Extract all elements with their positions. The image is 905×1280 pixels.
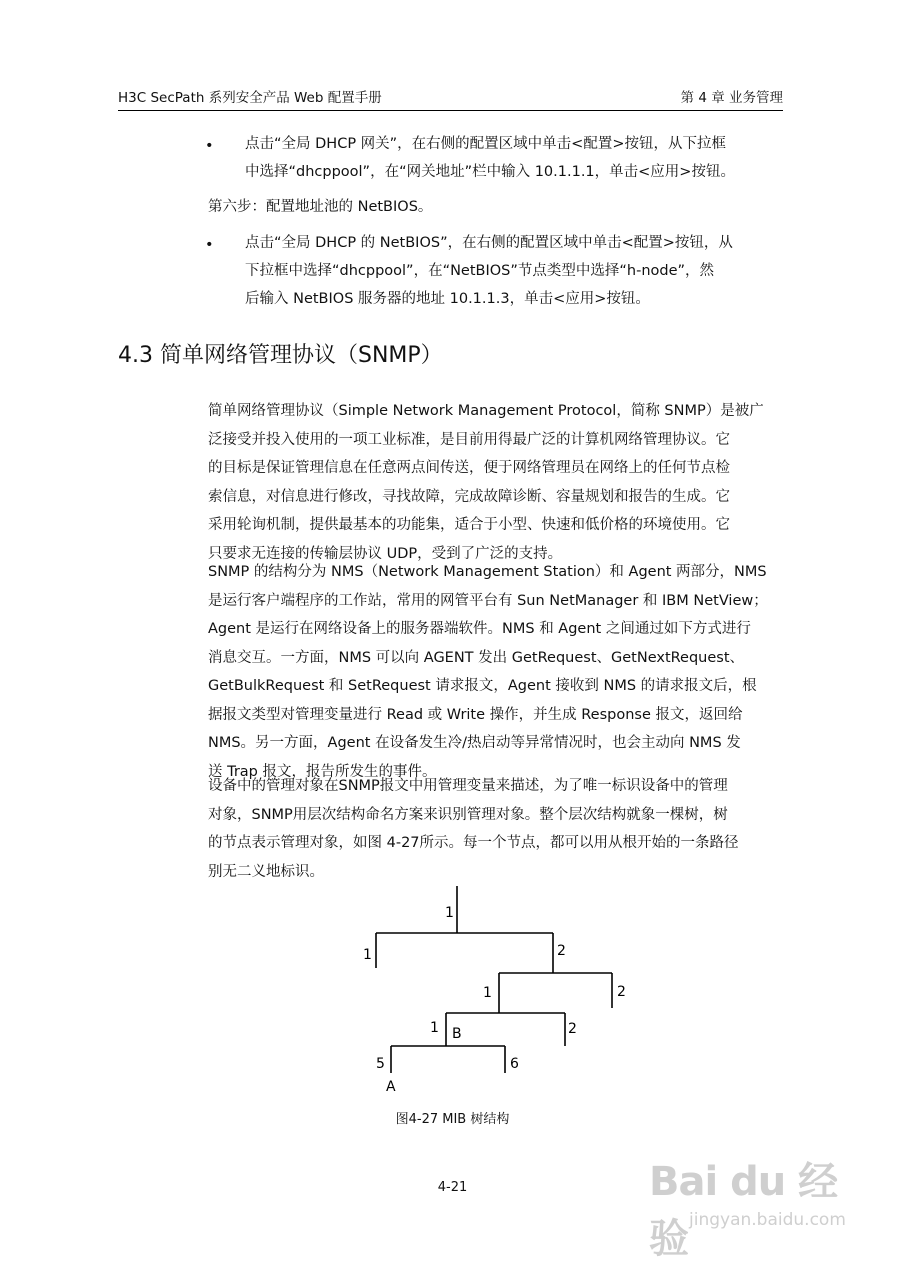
tree-label: 2	[617, 984, 626, 1000]
tree-label: 5	[376, 1056, 385, 1072]
paragraph-line: 消息交互。一方面，NMS 可以向 AGENT 发出 GetRequest、GetNextRequest、	[208, 649, 745, 666]
paragraph-mib-tree	[208, 772, 786, 886]
watermark-logo: Bai du 经验	[649, 1159, 838, 1262]
paragraph-line: 索信息，对信息进行修改，寻找故障，完成故障诊断、容量规划和报告的生成。它	[208, 488, 730, 505]
paragraph-line: 据报文类型对管理变量进行 Read 或 Write 操作，并生成 Response 报文，返回给	[208, 706, 743, 723]
step-six: 第六步：配置地址池的 NetBIOS。	[208, 199, 433, 215]
paragraph-line: NMS。另一方面，Agent 在设备发生冷/热启动等异常情况时，也会主动向 NMS 发	[208, 735, 741, 751]
tree-label: A	[386, 1079, 396, 1095]
tree-label: 1	[483, 985, 492, 1001]
bullet-item-dhcp-gateway	[245, 130, 785, 186]
header-title: H3C SecPath 系列安全产品 Web 配置手册	[118, 90, 382, 106]
bullet-line: 点击“全局 DHCP 网关”，在右侧的配置区域中单击<配置>按钮，从下拉框	[245, 136, 726, 152]
figure-caption: 图4-27 MIB 树结构	[395, 1112, 510, 1127]
header-divider	[118, 110, 783, 111]
section-title: 4.3 简单网络管理协议（SNMP）	[118, 343, 443, 368]
paragraph-line: 采用轮询机制，提供最基本的功能集，适合于小型、快速和低价格的环境使用。它	[208, 517, 730, 533]
paragraph-line: GetBulkRequest 和 SetRequest 请求报文，Agent 接收到 NMS 的请求报文后，根	[208, 678, 757, 694]
tree-label: 1	[363, 947, 372, 963]
bullet-icon: •	[205, 237, 214, 253]
mib-tree-diagram	[355, 880, 645, 1100]
bullet-line: 点击“全局 DHCP 的 NetBIOS”，在右侧的配置区域中单击<配置>按钮，从	[245, 235, 733, 251]
baidu-watermark	[649, 1150, 849, 1260]
header-chapter: 第 4 章 业务管理	[680, 90, 783, 106]
paragraph-line: 是运行客户端程序的工作站，常用的网管平台有 Sun NetManager 和 IBM NetView；	[208, 592, 768, 609]
paragraph-snmp-structure	[208, 558, 786, 786]
paragraph-line: Agent 是运行在网络设备上的服务器端软件。NMS 和 Agent 之间通过如下方式进行	[208, 621, 751, 637]
paragraph-line: 设备中的管理对象在SNMP报文中用管理变量来描述，为了唯一标识设备中的管理	[208, 778, 728, 794]
bullet-icon: •	[205, 138, 214, 154]
paragraph-line: 别无二义地标识。	[208, 863, 324, 880]
paragraph-line: 简单网络管理协议（Simple Network Management Protocol，简称 SNMP）是被广	[208, 403, 764, 419]
bullet-item-netbios	[245, 229, 785, 313]
tree-label: 1	[445, 905, 454, 921]
paragraph-line: 只要求无连接的传输层协议 UDP，受到了广泛的支持。	[208, 545, 563, 562]
bullet-line: 后输入 NetBIOS 服务器的地址 10.1.1.3，单击<应用>按钮。	[245, 291, 650, 307]
paragraph-line: 的节点表示管理对象，如图 4-27所示。每一个节点，都可以用从根开始的一条路径	[208, 835, 739, 851]
tree-label: 2	[557, 943, 566, 959]
tree-label: 1	[430, 1020, 439, 1036]
paragraph-line: 送 Trap 报文，报告所发生的事件。	[208, 763, 437, 780]
bullet-line: 中选择“dhcppool”，在“网关地址”栏中输入 10.1.1.1，单击<应用>按钮。	[245, 164, 735, 180]
paragraph-snmp-intro	[208, 397, 786, 568]
page-number: 4-21	[437, 1180, 468, 1195]
paragraph-line: 的目标是保证管理信息在任意两点间传送，便于网络管理员在网络上的任何节点检	[208, 460, 730, 476]
paragraph-line: 泛接受并投入使用的一项工业标准，是目前用得最广泛的计算机网络管理协议。它	[208, 431, 730, 448]
tree-label: 6	[510, 1056, 519, 1072]
paragraph-line: 对象，SNMP用层次结构命名方案来识别管理对象。整个层次结构就象一棵树，树	[208, 806, 728, 823]
tree-label: B	[452, 1026, 462, 1042]
bullet-line: 下拉框中选择“dhcppool”，在“NetBIOS”节点类型中选择“h-node”，然	[245, 263, 715, 279]
tree-label: 2	[568, 1021, 577, 1037]
watermark-url: jingyan.baidu.com	[689, 1210, 846, 1230]
paragraph-line: SNMP 的结构分为 NMS（Network Management Station）和 Agent 两部分，NMS	[208, 564, 767, 580]
